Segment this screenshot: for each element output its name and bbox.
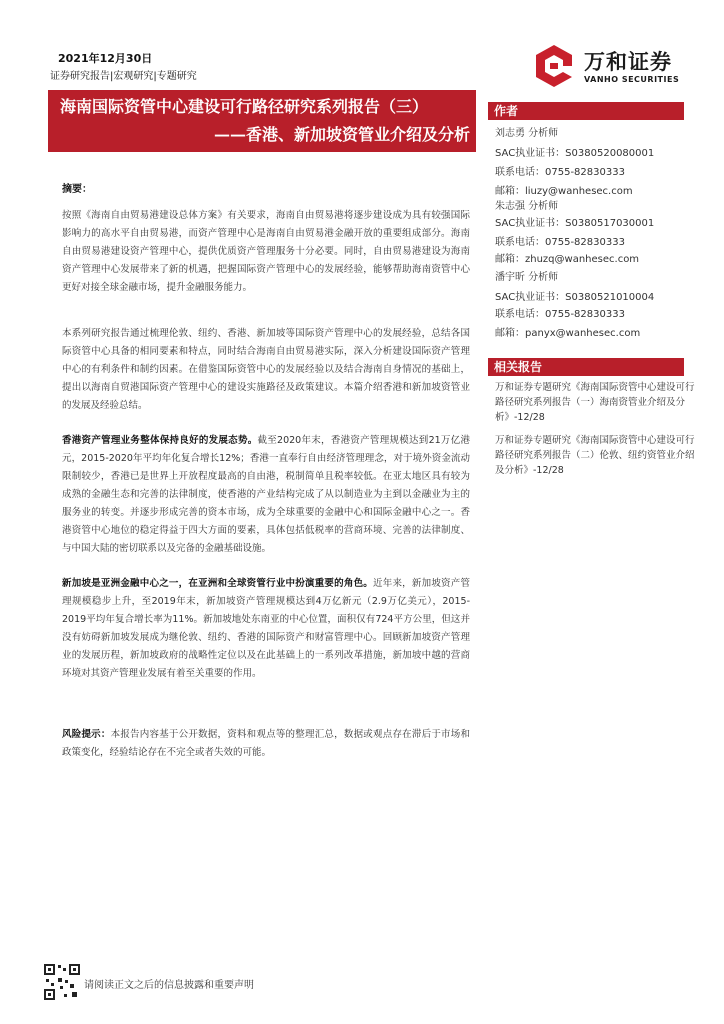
paragraph-body: 近年来，新加坡资产管理规模稳步上升，至2019年末，新加坡资产管理规模达到4万亿新元（2.9万亿美元），2015-2019平均年复合增长率为11%。新加坡地处东南亚的中心位置，面积仅有724平方公里，但这并没有妨碍新加坡发展成为继伦敦、纽约、香港的国际资产和财富管理中心。回顾新加坡资产管理业的发展历程，新加坡政府的战略性定位以及在此基础上的一系列改革措施，新加坡中越的营商环境对其资产管理业发展有着至关重要的作用。 <box>62 578 470 679</box>
paragraph-body: 截至2020年末，香港资产管理规模达到21万亿港元，2015-2020年平均年化复合增长12%；香港一直奉行自由经济管理理念，对于境外资金流动限制较少，香港已是世界上开放程度最高的自由港，税制简单且税率较低。在亚太地区具有较为成熟的金融生态和完善的法律制度，使香港的产业结构完成了从以制造业为主到以金融业为主的服务业的转变。并逐步形成完善的资本市场，成为全球重要的金融中心和国际金融中心之一。香港资管中心地位的稳定得益于四大方面的要素，具体包括低税率的营商环境、完善的法律制度、与中国大陆的密切联系以及完备的金融基础设施。 <box>62 435 470 554</box>
report-subtitle: ——香港、新加坡资管业介绍及分析 <box>213 125 470 144</box>
author-email[interactable]: 邮箱：panyx@wanhesec.com <box>495 328 641 339</box>
related-report-item[interactable]: 万和证券专题研究《海南国际资管中心建设可行路径研究系列报告（二）伦敦、纽约资管业介绍及分析》-12/28 <box>495 435 695 476</box>
company-logo <box>530 42 690 90</box>
paragraph-lead: 香港资产管理业务整体保持良好的发展态势。 <box>62 435 258 446</box>
author-line: SAC执业证书：S0380520080001 <box>495 148 655 159</box>
author-line: 联系电话：0755-82830333 <box>495 167 625 178</box>
disclaimer-notice[interactable]: 请阅读正文之后的信息披露和重要声明 <box>84 980 254 991</box>
logo-mark-icon <box>530 42 578 90</box>
authors-heading: 作者 <box>488 102 684 120</box>
author-email[interactable]: 邮箱：liuzy@wanhesec.com <box>495 186 633 197</box>
logo-text-en: VANHO SECURITIES <box>584 75 680 84</box>
report-type: 证券研究报告|宏观研究|专题研究 <box>50 71 197 82</box>
paragraph-lead: 新加坡是亚洲金融中心之一，在亚洲和全球资管行业中扮演重要的角色。 <box>62 578 374 589</box>
report-date: 2021年12月30日 <box>58 52 153 65</box>
qr-code-icon <box>42 962 82 1002</box>
report-title: 海南国际资管中心建设可行路径研究系列报告（三） <box>60 97 429 116</box>
author-line: SAC执业证书：S0380521010004 <box>495 292 655 303</box>
author-line: 联系电话：0755-82830333 <box>495 237 625 248</box>
abstract-paragraph: 按照《海南自由贸易港建设总体方案》有关要求，海南自由贸易港将逐步建设成为具有较强国际影响力的高水平自由贸易港，而资产管理中心是海南自由贸易港金融开放的重要组成部分。海南自由贸易港建设资产管理中心，提供优质资产管理服务十分必要。同时，自由贸易港建设为海南资产管理中心发展带来了新的机遇，把握国际资产管理中心的发展经验，能够帮助海南资管中心更好对接全球金融市场，提升金融服务能力。 <box>62 210 470 293</box>
author-line: 潘宇昕 分析师 <box>495 272 559 283</box>
related-report-item[interactable]: 万和证券专题研究《海南国际资管中心建设可行路径研究系列报告（一）海南资管业介绍及分析》-12/28 <box>495 382 695 423</box>
related-reports-heading: 相关报告 <box>488 358 684 376</box>
author-line: 朱志强 分析师 <box>495 201 559 212</box>
author-line: SAC执业证书：S0380517030001 <box>495 218 655 229</box>
author-line: 刘志勇 分析师 <box>495 128 559 139</box>
abstract-heading: 摘要： <box>62 184 92 195</box>
abstract-paragraph <box>62 575 470 683</box>
abstract-paragraph <box>62 432 470 558</box>
risk-warning-label: 风险提示： <box>62 729 111 740</box>
logo-text-cn: 万和证券 <box>584 50 672 74</box>
author-line: 联系电话：0755-82830333 <box>495 309 625 320</box>
risk-warning <box>62 726 470 762</box>
risk-warning-text: 本报告内容基于公开数据，资料和观点等的整理汇总，数据或观点存在滞后于市场和政策变化，经验结论存在不完全或者失效的可能。 <box>62 729 470 758</box>
author-email[interactable]: 邮箱：zhuzq@wanhesec.com <box>495 254 640 265</box>
abstract-paragraph: 本系列研究报告通过梳理伦敦、纽约、香港、新加坡等国际资产管理中心的发展经验，总结各国际资管中心具备的相同要素和特点，同时结合海南自由贸易港实际，深入分析建设国际资产管理中心的有利条件和制约因素。在借鉴国际资管中心的发展经验以及结合海南自身情况的基础上，提出以海南自贸港国际资产管理中心的建设实施路径及政策建议。本篇介绍香港和新加坡资管业的发展及经验总结。 <box>62 328 470 411</box>
